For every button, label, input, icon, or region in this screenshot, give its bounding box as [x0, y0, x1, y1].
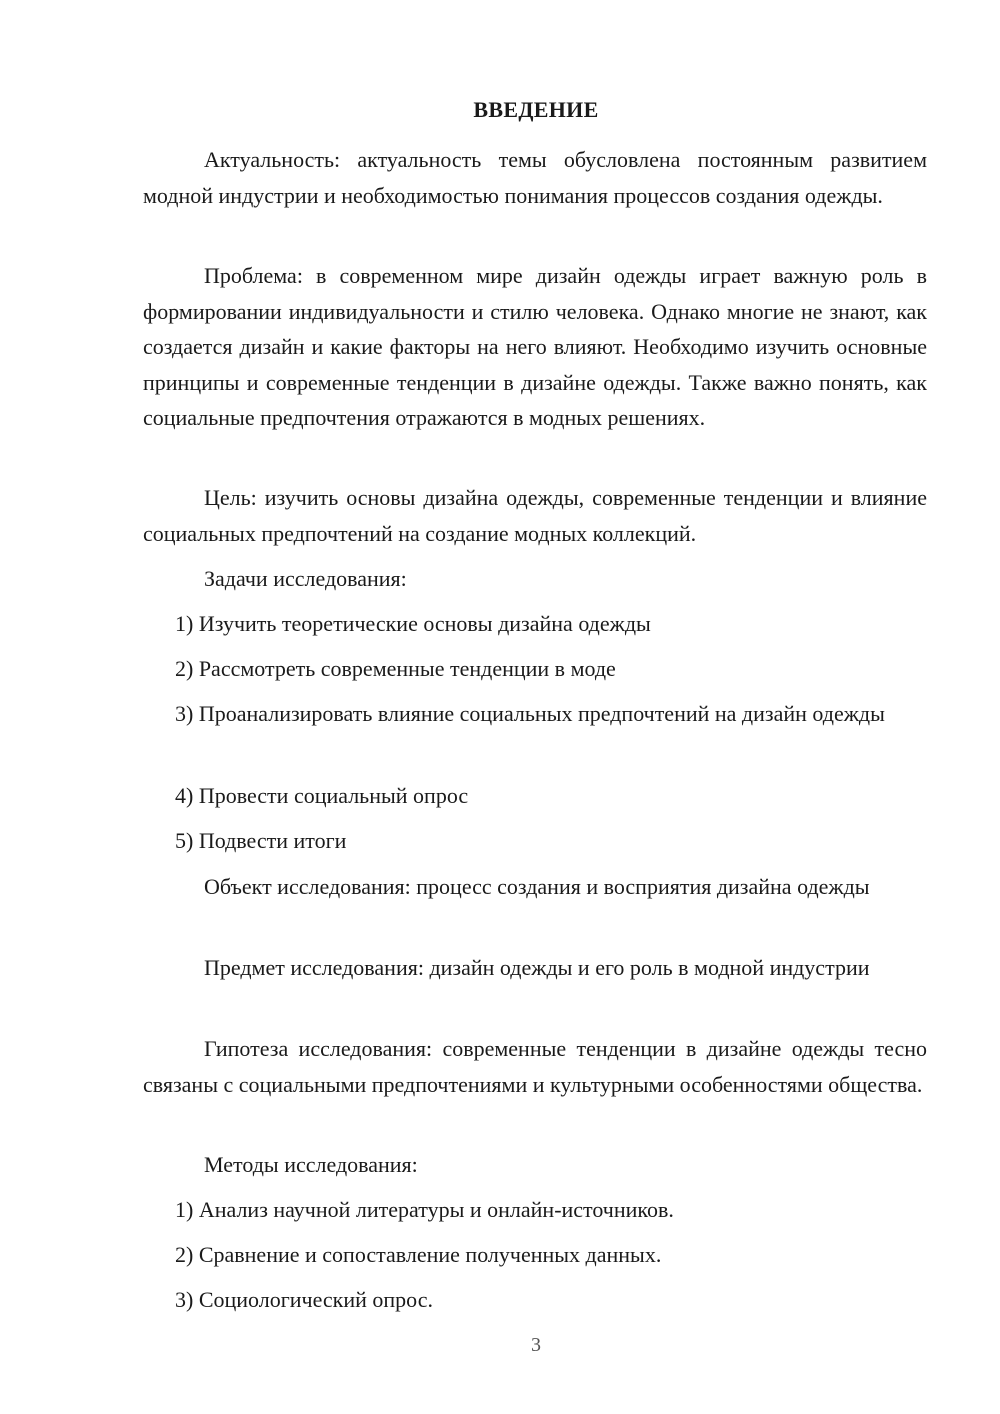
task-item-4: 4) Провести социальный опрос [175, 783, 469, 808]
problem-paragraph: Проблема: в современном мире дизайн одежды играет важную роль в формировании индивидуальности и стилю человека. Однако многие не знают, как создается дизайн и какие факторы на него влияют. Необходимо изучить основные принципы и современные тенденции в дизайне одежды. Также важно понять, как социальные предпочтения отражаются в модных решениях. [143, 263, 927, 430]
method-item-2: 2) Сравнение и сопоставление полученных данных. [175, 1242, 662, 1267]
relevance-paragraph: Актуальность: актуальность темы обусловлена постоянным развитием модной индустрии и необходимостью понимания процессов создания одежды. [143, 147, 927, 208]
page-number: 3 [531, 1334, 541, 1356]
task-item-1: 1) Изучить теоретические основы дизайна одежды [175, 611, 651, 636]
hypothesis-paragraph: Гипотеза исследования: современные тенденции в дизайне одежды тесно связаны с социальными предпочтениями и культурными особенностями общества. [143, 1036, 927, 1097]
goal-paragraph: Цель: изучить основы дизайна одежды, современные тенденции и влияние социальных предпочтений на создание модных коллекций. [143, 485, 927, 546]
tasks-title: Задачи исследования: [204, 566, 407, 591]
methods-title: Методы исследования: [204, 1152, 418, 1177]
task-item-2: 2) Рассмотреть современные тенденции в моде [175, 656, 616, 681]
section-heading: ВВЕДЕНИЕ [473, 97, 599, 122]
task-item-5: 5) Подвести итоги [175, 828, 347, 853]
method-item-1: 1) Анализ научной литературы и онлайн-источников. [175, 1197, 674, 1222]
object-paragraph: Объект исследования: процесс создания и восприятия дизайна одежды [204, 874, 870, 899]
method-item-3: 3) Социологический опрос. [175, 1287, 433, 1312]
subject-paragraph: Предмет исследования: дизайн одежды и его роль в модной индустрии [204, 955, 870, 980]
task-item-3: 3) Проанализировать влияние социальных предпочтений на дизайн одежды [175, 701, 885, 726]
